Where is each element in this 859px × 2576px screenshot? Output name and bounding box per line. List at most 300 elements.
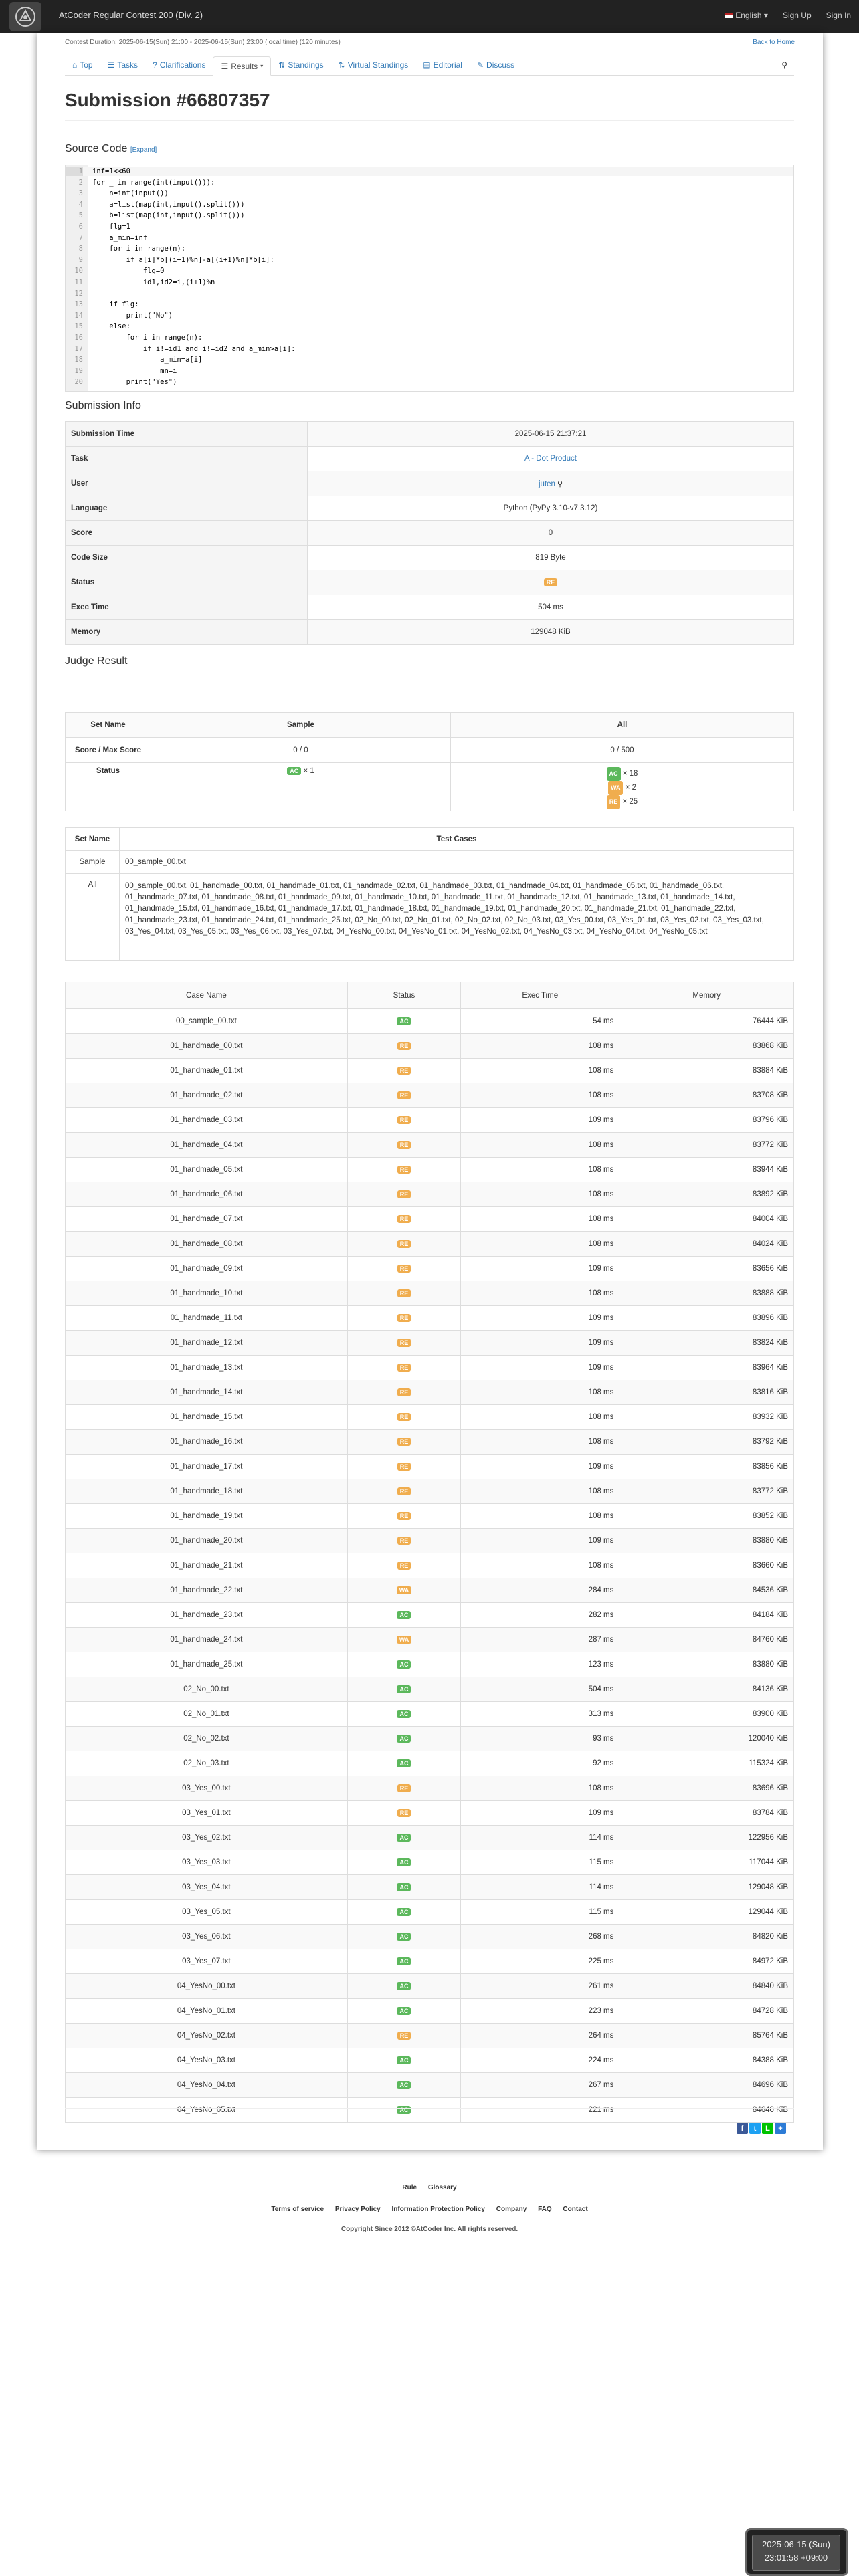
case-memory: 84388 KiB (619, 2048, 794, 2073)
line-number: 5 (78, 211, 83, 220)
submission-info-heading: Submission Info (65, 400, 141, 411)
code-line (66, 278, 793, 287)
status-badge: AC (397, 1735, 411, 1743)
table-row (66, 1801, 794, 1826)
code-text: if i!=id1 and i!=id2 and a_min>a[i]: (92, 344, 296, 353)
table-row (66, 1652, 794, 1677)
code-text: a_min=a[i] (92, 356, 203, 364)
code-line (66, 367, 793, 376)
code-text: if flg: (92, 300, 139, 309)
case-memory: 83656 KiB (619, 1257, 794, 1281)
top-navbar (0, 0, 859, 33)
table-row (66, 1182, 794, 1207)
tab-label: Tasks (117, 60, 138, 70)
status-badge: RE (397, 1562, 411, 1570)
info-key: Memory (66, 620, 308, 645)
case-name: 01_handmade_11.txt (66, 1306, 348, 1331)
case-exec-time: 261 ms (461, 1974, 619, 1999)
code-line (66, 234, 793, 243)
code-line (66, 211, 793, 220)
language-selector[interactable]: English ▾ (725, 11, 768, 20)
code-line (66, 378, 793, 387)
judge-result-heading: Judge Result (65, 655, 128, 667)
case-name: 01_handmade_24.txt (66, 1628, 348, 1652)
info-row (66, 595, 794, 620)
share-plus-icon[interactable]: + (775, 2123, 786, 2134)
case-name: 01_handmade_06.txt (66, 1182, 348, 1207)
case-status-cell (347, 1306, 460, 1331)
table-row (66, 1875, 794, 1900)
cases-header-3: Memory (619, 982, 794, 1009)
table-row (66, 1529, 794, 1553)
code-text: n=int(input()) (92, 189, 169, 198)
tab-clarifications[interactable] (145, 56, 213, 74)
case-memory: 83772 KiB (619, 1133, 794, 1158)
case-status-cell (347, 1059, 460, 1083)
sign-in-link[interactable]: Sign In (826, 11, 851, 20)
case-status-cell (347, 1702, 460, 1727)
case-exec-time: 221 ms (461, 2098, 619, 2123)
table-row (66, 1405, 794, 1430)
footer-links-bottom (0, 2206, 859, 2213)
case-memory: 84696 KiB (619, 2073, 794, 2098)
case-status-cell (347, 1034, 460, 1059)
table-row (66, 1677, 794, 1702)
case-memory: 83816 KiB (619, 1380, 794, 1405)
test-cases-header: Test Cases (120, 828, 794, 851)
code-line (66, 189, 793, 198)
search-icon[interactable]: ⚲ (557, 479, 563, 488)
code-line (66, 300, 793, 309)
tab-label: Editorial (433, 60, 462, 70)
line-icon[interactable]: L (762, 2123, 773, 2134)
case-exec-time: 282 ms (461, 1603, 619, 1628)
status-badge: RE (397, 1438, 411, 1446)
case-memory: 84840 KiB (619, 1974, 794, 1999)
status-badge: RE (397, 1487, 411, 1495)
case-name: 03_Yes_03.txt (66, 1850, 348, 1875)
case-status-cell (347, 1430, 460, 1455)
case-name: 01_handmade_19.txt (66, 1504, 348, 1529)
case-exec-time: 504 ms (461, 1677, 619, 1702)
test-cases-table (65, 982, 794, 2123)
case-status-cell (347, 1826, 460, 1850)
case-memory: 129044 KiB (619, 1900, 794, 1925)
code-text: a_min=inf (92, 233, 148, 242)
info-row (66, 447, 794, 471)
status-badge: RE (607, 795, 621, 809)
table-row (66, 1900, 794, 1925)
case-name: 02_No_03.txt (66, 1751, 348, 1776)
case-status-cell (347, 1257, 460, 1281)
status-badge: AC (397, 2106, 411, 2114)
case-name: 01_handmade_05.txt (66, 1158, 348, 1182)
case-status-cell (347, 1603, 460, 1628)
case-exec-time: 93 ms (461, 1727, 619, 1751)
table-row (66, 1380, 794, 1405)
code-line (66, 267, 793, 276)
case-exec-time: 108 ms (461, 1281, 619, 1306)
line-number: 14 (74, 311, 83, 320)
source-code-heading (65, 143, 157, 155)
case-status-cell (347, 1083, 460, 1108)
table-row (66, 2048, 794, 2073)
case-exec-time: 109 ms (461, 1331, 619, 1356)
terms-link[interactable]: Terms of service (271, 2206, 324, 2213)
line-number: 18 (74, 356, 83, 364)
table-row (66, 1628, 794, 1652)
company-link[interactable]: Company (496, 2206, 527, 2213)
table-row (66, 1925, 794, 1949)
set-name-sample: Sample (66, 851, 120, 874)
tab-label: Clarifications (159, 60, 206, 70)
status-count-text: × 2 (625, 784, 636, 792)
case-exec-time: 114 ms (461, 1826, 619, 1850)
case-memory: 83896 KiB (619, 1306, 794, 1331)
tab-top[interactable] (65, 56, 100, 74)
pin-icon[interactable]: ⚲ (781, 60, 787, 70)
code-line (66, 256, 793, 265)
table-row (66, 1974, 794, 1999)
expand-link[interactable]: [Expand] (130, 146, 157, 154)
case-status-cell (347, 1925, 460, 1949)
status-badge: RE (397, 1141, 411, 1149)
case-exec-time: 108 ms (461, 1776, 619, 1801)
status-badge: AC (287, 767, 301, 775)
table-row (66, 1776, 794, 1801)
code-line (66, 290, 793, 298)
info-value: Python (PyPy 3.10-v7.3.12) (503, 504, 598, 512)
status-badge: RE (397, 1190, 411, 1198)
tab-standings[interactable] (271, 56, 330, 74)
case-status-cell (347, 1207, 460, 1232)
code-text: inf=1<<60 (92, 167, 130, 175)
info-value-cell (308, 496, 794, 521)
atcoder-logo[interactable] (9, 2, 41, 31)
case-status-cell (347, 1776, 460, 1801)
status-badge: AC (397, 1710, 411, 1718)
info-row (66, 620, 794, 645)
status-badge: AC (397, 1685, 411, 1693)
clock-time: 23:01:58 +09:00 (764, 2553, 828, 2563)
case-memory: 83892 KiB (619, 1182, 794, 1207)
case-name: 01_handmade_23.txt (66, 1603, 348, 1628)
divider (65, 120, 794, 121)
line-number: 3 (78, 189, 83, 198)
line-number: 8 (78, 245, 83, 253)
table-row (66, 1083, 794, 1108)
case-status-cell (347, 1133, 460, 1158)
status-badge: RE (397, 1215, 411, 1223)
contest-duration: Contest Duration: 2025-06-15(Sun) 21:00 - 2025-06-15(Sun) 23:00 (local time) (120 minutes) (65, 39, 341, 46)
table-row (66, 1133, 794, 1158)
status-badge: AC (397, 1933, 411, 1941)
status-badge: AC (397, 1759, 411, 1767)
case-status-cell (347, 1504, 460, 1529)
case-exec-time: 287 ms (461, 1628, 619, 1652)
line-number: 15 (74, 322, 83, 331)
case-exec-time: 108 ms (461, 1059, 619, 1083)
list-icon: ☰ (107, 60, 115, 70)
case-name: 01_handmade_07.txt (66, 1207, 348, 1232)
case-name: 03_Yes_01.txt (66, 1801, 348, 1826)
twitter-icon[interactable]: t (749, 2123, 761, 2134)
status-badge: RE (544, 578, 558, 586)
info-key: Status (66, 570, 308, 595)
case-name: 01_handmade_10.txt (66, 1281, 348, 1306)
sign-up-link[interactable]: Sign Up (782, 11, 812, 20)
case-memory: 117044 KiB (619, 1850, 794, 1875)
case-memory: 84004 KiB (619, 1207, 794, 1232)
case-name: 01_handmade_00.txt (66, 1034, 348, 1059)
case-status-cell (347, 1182, 460, 1207)
status-count (452, 781, 793, 795)
line-number: 12 (74, 289, 83, 298)
info-value-cell (308, 620, 794, 645)
case-name: 03_Yes_04.txt (66, 1875, 348, 1900)
case-name: 01_handmade_09.txt (66, 1257, 348, 1281)
status-badge: AC (397, 1982, 411, 1990)
code-text: flg=0 (92, 267, 165, 276)
case-exec-time: 108 ms (461, 1380, 619, 1405)
info-value-cell (308, 570, 794, 595)
case-name: 03_Yes_02.txt (66, 1826, 348, 1850)
status-badge: AC (397, 2007, 411, 2015)
status-badge: RE (397, 1240, 411, 1248)
case-name: 01_handmade_02.txt (66, 1083, 348, 1108)
case-exec-time: 225 ms (461, 1949, 619, 1974)
line-number: 4 (78, 200, 83, 209)
set-name-all: All (66, 874, 120, 961)
line-number: 17 (74, 344, 83, 353)
case-name: 01_handmade_16.txt (66, 1430, 348, 1455)
cases-header-0: Case Name (66, 982, 348, 1009)
status-badge: RE (397, 1042, 411, 1050)
back-to-home-link[interactable]: Back to Home (753, 39, 795, 46)
tab-editorial[interactable] (415, 56, 470, 74)
case-exec-time: 108 ms (461, 1504, 619, 1529)
tab-virtual-standings[interactable] (331, 56, 416, 74)
table-row (66, 1257, 794, 1281)
case-name: 02_No_00.txt (66, 1677, 348, 1702)
case-status-cell (347, 1479, 460, 1504)
case-memory: 115324 KiB (619, 1751, 794, 1776)
info-link[interactable]: juten (539, 479, 555, 488)
case-status-cell (347, 2098, 460, 2123)
case-name: 01_handmade_12.txt (66, 1331, 348, 1356)
rule-link[interactable]: Rule (402, 2184, 417, 2191)
info-row (66, 570, 794, 595)
source-code-editor[interactable] (65, 165, 794, 392)
case-status-cell (347, 1727, 460, 1751)
case-name: 01_handmade_17.txt (66, 1455, 348, 1479)
privacy-link[interactable]: Privacy Policy (335, 2206, 381, 2213)
tab-label: Standings (288, 60, 324, 70)
code-text: for i in range(n): (92, 245, 186, 253)
info-link[interactable]: A - Dot Product (524, 455, 577, 463)
status-badge: WA (397, 1586, 412, 1594)
case-name: 03_Yes_07.txt (66, 1949, 348, 1974)
case-memory: 83900 KiB (619, 1702, 794, 1727)
case-status-cell (347, 1553, 460, 1578)
code-line (66, 345, 793, 354)
judge-result-table (65, 712, 794, 811)
info-protection-link[interactable]: Information Protection Policy (391, 2206, 485, 2213)
info-row (66, 496, 794, 521)
facebook-icon[interactable]: f (737, 2123, 748, 2134)
line-number: 6 (78, 223, 83, 231)
contact-link[interactable]: Contact (563, 2206, 588, 2213)
case-status-cell (347, 1158, 460, 1182)
table-row (66, 1306, 794, 1331)
status-badge: RE (397, 1339, 411, 1347)
info-key: Language (66, 496, 308, 521)
case-memory: 84184 KiB (619, 1603, 794, 1628)
status-count-text: × 18 (622, 770, 638, 778)
table-row (66, 1158, 794, 1182)
status-badge: AC (397, 1908, 411, 1916)
table-row (66, 1999, 794, 2024)
case-exec-time: 108 ms (461, 1553, 619, 1578)
status-badge: RE (397, 2032, 411, 2040)
code-text: b=list(map(int,input().split())) (92, 211, 245, 220)
case-name: 00_sample_00.txt (66, 1009, 348, 1034)
caret-down-icon: ▾ (260, 63, 264, 69)
language-label: English (735, 11, 762, 20)
sort-icon: ⇅ (338, 60, 345, 70)
status-badge: RE (397, 1116, 411, 1124)
case-status-cell (347, 1974, 460, 1999)
case-status-cell (347, 1751, 460, 1776)
case-name: 01_handmade_25.txt (66, 1652, 348, 1677)
info-row (66, 471, 794, 496)
code-text: if a[i]*b[(i+1)%n]-a[(i+1)%n]*b[i]: (92, 255, 274, 264)
cases-header-row (66, 982, 794, 1009)
table-row (66, 1603, 794, 1628)
case-status-cell (347, 1405, 460, 1430)
code-text: else: (92, 322, 130, 331)
test-sets-table (65, 827, 794, 961)
info-row (66, 546, 794, 570)
info-key: Score (66, 521, 308, 546)
set-cases-all: 00_sample_00.txt, 01_handmade_00.txt, 01_handmade_01.txt, 01_handmade_02.txt, 01_handmade_03.txt, 01_handmade_04.txt, 01_handmade_05.txt, 01_handmade_06.txt, 01_handmade_07.txt, 01_handmade_08.txt, 01_handmade_09.txt, 01_handmade_10.txt, 01_handmade_11.txt, 01_handmade_12.txt, 01_handmade_13.txt, 01_handmade_14.txt, 01_handmade_15.txt, 01_handmade_16.txt, 01_handmade_17.txt, 01_handmade_18.txt, 01_handmade_19.txt, 01_handmade_20.txt, 01_handmade_21.txt, 01_handmade_22.txt, 01_handmade_23.txt, 01_handmade_24.txt, 01_handmade_25.txt, 02_No_00.txt, 02_No_01.txt, 02_No_02.txt, 02_No_03.txt, 03_Yes_00.txt, 03_Yes_01.txt, 03_Yes_02.txt, 03_Yes_03.txt, 03_Yes_04.txt, 03_Yes_05.txt, 03_Yes_06.txt, 03_Yes_07.txt, 04_YesNo_00.txt, 04_YesNo_01.txt, 04_YesNo_02.txt, 04_YesNo_03.txt, 04_YesNo_04.txt, 04_YesNo_05.txt (120, 874, 794, 961)
case-memory: 83944 KiB (619, 1158, 794, 1182)
main-panel (37, 33, 823, 2150)
code-line (66, 245, 793, 253)
case-exec-time: 224 ms (461, 2048, 619, 2073)
status-badge: RE (397, 1537, 411, 1545)
case-memory: 83868 KiB (619, 1034, 794, 1059)
footer-links-top (0, 2184, 859, 2191)
case-name: 01_handmade_21.txt (66, 1553, 348, 1578)
status-badge: RE (397, 1413, 411, 1421)
case-name: 01_handmade_04.txt (66, 1133, 348, 1158)
case-memory: 83964 KiB (619, 1356, 794, 1380)
case-exec-time: 115 ms (461, 1850, 619, 1875)
case-name: 02_No_02.txt (66, 1727, 348, 1751)
case-name: 01_handmade_13.txt (66, 1356, 348, 1380)
status-badge: RE (397, 1314, 411, 1322)
table-row (66, 2073, 794, 2098)
case-status-cell (347, 1232, 460, 1257)
case-exec-time: 108 ms (461, 1133, 619, 1158)
info-value: 2025-06-15 21:37:21 (514, 430, 587, 438)
case-memory: 120040 KiB (619, 1727, 794, 1751)
status-badge: RE (397, 1512, 411, 1520)
code-line (66, 334, 793, 342)
case-memory: 85764 KiB (619, 2024, 794, 2048)
case-name: 01_handmade_01.txt (66, 1059, 348, 1083)
case-memory: 83880 KiB (619, 1652, 794, 1677)
info-value-cell (308, 595, 794, 620)
case-memory: 83784 KiB (619, 1801, 794, 1826)
case-memory: 83932 KiB (619, 1405, 794, 1430)
contest-tabs (65, 56, 794, 76)
table-row (66, 1479, 794, 1504)
case-name: 04_YesNo_05.txt (66, 2098, 348, 2123)
code-text: flg=1 (92, 223, 130, 231)
case-exec-time: 109 ms (461, 1529, 619, 1553)
info-value-cell (308, 546, 794, 570)
code-text: print("No") (92, 311, 173, 320)
code-text: a=list(map(int,input().split())) (92, 200, 245, 209)
status-badge: AC (397, 1883, 411, 1891)
info-key: Code Size (66, 546, 308, 570)
case-name: 04_YesNo_03.txt (66, 2048, 348, 2073)
info-key: User (66, 471, 308, 496)
submission-info-table (65, 421, 794, 645)
code-line (66, 179, 793, 187)
status-badge: AC (397, 2081, 411, 2089)
glossary-link[interactable]: Glossary (427, 2184, 457, 2191)
copyright: Copyright Since 2012 ©AtCoder Inc. All rights reserved. (341, 2226, 518, 2233)
case-exec-time: 268 ms (461, 1925, 619, 1949)
contest-name[interactable]: AtCoder Regular Contest 200 (Div. 2) (59, 10, 203, 20)
tab-discuss[interactable] (470, 56, 522, 74)
line-number: 11 (74, 278, 83, 286)
case-name: 03_Yes_00.txt (66, 1776, 348, 1801)
table-row (66, 2024, 794, 2048)
case-status-cell (347, 1356, 460, 1380)
table-row (66, 1727, 794, 1751)
case-name: 01_handmade_08.txt (66, 1232, 348, 1257)
code-text: print("Yes") (92, 378, 177, 387)
case-status-cell (347, 1628, 460, 1652)
all-status (451, 763, 794, 811)
case-memory: 83856 KiB (619, 1455, 794, 1479)
clock-date: 2025-06-15 (Sun) (762, 2539, 830, 2549)
faq-link[interactable]: FAQ (538, 2206, 552, 2213)
case-exec-time: 108 ms (461, 1479, 619, 1504)
case-memory: 83696 KiB (619, 1776, 794, 1801)
code-line (66, 322, 793, 331)
info-row (66, 521, 794, 546)
tab-results[interactable] (213, 56, 271, 76)
line-number: 9 (78, 255, 83, 264)
case-exec-time: 223 ms (461, 1999, 619, 2024)
line-number: 20 (74, 378, 83, 387)
status-badge: AC (397, 1834, 411, 1842)
line-number: 13 (74, 300, 83, 309)
tab-tasks[interactable] (100, 56, 145, 74)
code-line (66, 312, 793, 320)
status-label: Status (66, 763, 151, 811)
status-badge: RE (397, 1067, 411, 1075)
case-status-cell (347, 1850, 460, 1875)
table-row (66, 2098, 794, 2123)
case-status-cell (347, 2024, 460, 2048)
case-exec-time: 108 ms (461, 1083, 619, 1108)
